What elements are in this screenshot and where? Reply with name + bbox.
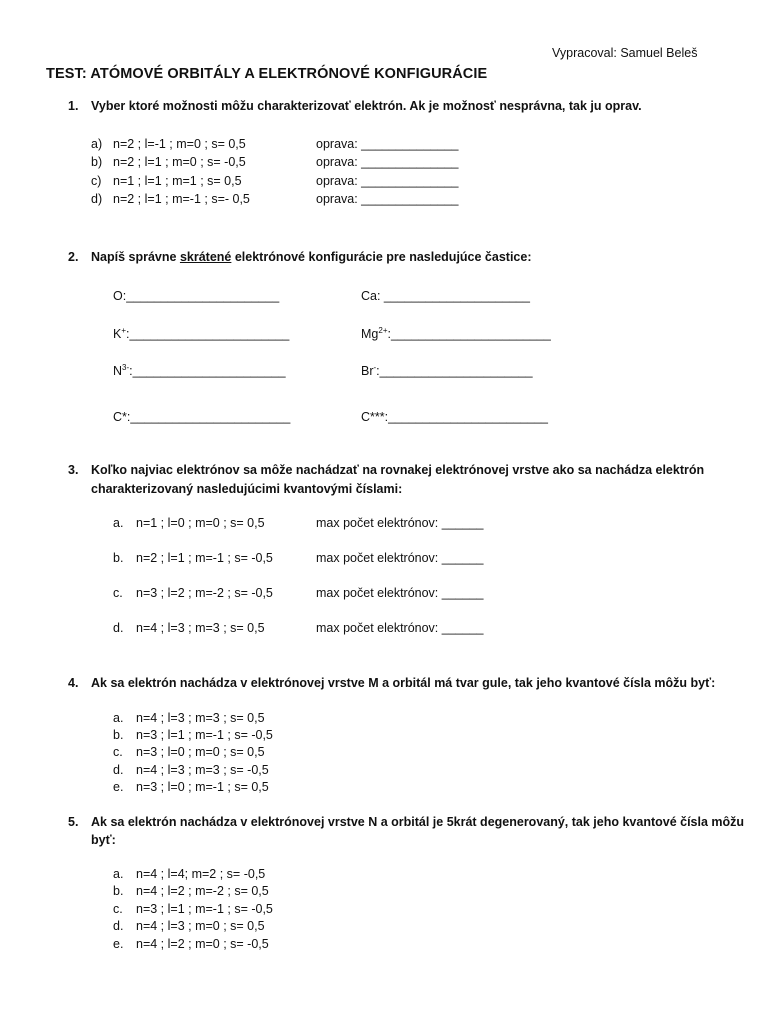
particle-charge: + [121, 326, 127, 335]
q5-option-text: n=4 ; l=2 ; m=0 ; s= -0,5 [136, 937, 269, 951]
q3-option-letter: b. [113, 551, 124, 565]
q5-option-letter: d. [113, 919, 124, 933]
q1-option-text: n=1 ; l=1 ; m=1 ; s= 0,5 [113, 174, 242, 188]
q5-option-letter: e. [113, 937, 124, 951]
q2-number: 2. [68, 250, 79, 264]
q1-option-fix: oprava: ______________ [316, 137, 459, 151]
q4-number: 4. [68, 676, 79, 690]
q3-text-line1: Koľko najviac elektrónov sa môže nachádzať na rovnakej elektrónovej vrstve ako sa nachádza elektrón [91, 463, 705, 477]
particle-blank: : _____________________ [376, 289, 530, 303]
q4-option-letter: c. [113, 745, 123, 759]
q4-option-text: n=3 ; l=1 ; m=-1 ; s= -0,5 [136, 728, 273, 742]
particle-charge: - [373, 363, 377, 372]
q5-option-letter: b. [113, 884, 124, 898]
q1-option-fix: oprava: ______________ [316, 174, 459, 188]
q4-option-letter: e. [113, 780, 124, 794]
q3-option-text: n=4 ; l=3 ; m=3 ; s= 0,5 [136, 621, 265, 635]
particle-symbol: C*** [361, 410, 385, 424]
q5-option-text: n=4 ; l=3 ; m=0 ; s= 0,5 [136, 919, 265, 933]
q4-option-letter: a. [113, 711, 124, 725]
q1-option-fix: oprava: ______________ [316, 192, 459, 206]
particle-blank: :_______________________ [126, 410, 291, 424]
q1-text: Vyber ktoré možnosti môžu charakterizovať elektrón. Ak je možnosť nesprávna, tak ju oprav. [91, 99, 642, 113]
q3-option-text: n=2 ; l=1 ; m=-1 ; s= -0,5 [136, 551, 273, 565]
q2-text-underlined: skrátené [179, 250, 232, 264]
particle-blank: :_______________________ [384, 410, 548, 424]
particle-symbol: Mg [361, 327, 379, 341]
q5-option-letter: a. [113, 867, 124, 881]
q2-text-after: elektrónové konfigurácie pre nasledujúce častice: [231, 250, 532, 264]
q3-option-max: max počet elektrónov: ______ [316, 586, 484, 600]
q4-option-text: n=4 ; l=3 ; m=3 ; s= 0,5 [136, 711, 265, 725]
q2-text [91, 250, 532, 264]
particle-c-excited-3 [361, 410, 548, 424]
q1-option-text: n=2 ; l=-1 ; m=0 ; s= 0,5 [113, 137, 246, 151]
q2-text-before: Napíš správne [91, 250, 180, 264]
particle-charge: 3- [122, 363, 130, 372]
particle-symbol: K [113, 327, 122, 341]
q4-option-letter: b. [113, 728, 124, 742]
particle-blank: :______________________ [376, 364, 533, 378]
particle-c-excited [113, 410, 290, 424]
q3-option-letter: d. [113, 621, 124, 635]
q5-text-line2: byť: [91, 833, 116, 847]
q1-option-text: n=2 ; l=1 ; m=-1 ; s=- 0,5 [113, 192, 250, 206]
q4-option-text: n=4 ; l=3 ; m=3 ; s= -0,5 [136, 763, 269, 777]
author-line: Vypracoval: Samuel Beleš [552, 46, 698, 60]
q3-number: 3. [68, 463, 79, 477]
q1-option-letter: d) [91, 192, 103, 206]
q3-option-max: max počet elektrónov: ______ [316, 621, 484, 635]
q4-option-text: n=3 ; l=0 ; m=-1 ; s= 0,5 [136, 780, 269, 794]
particle-symbol: N [113, 364, 123, 378]
particle-ca [361, 289, 530, 303]
q5-option-letter: c. [113, 902, 123, 916]
q5-option-text: n=4 ; l=4; m=2 ; s= -0,5 [136, 867, 266, 881]
q4-text: Ak sa elektrón nachádza v elektrónovej vrstve M a orbitál má tvar gule, tak jeho kvantové čísla môžu byť: [91, 676, 716, 690]
page-title: TEST: ATÓMOVÉ ORBITÁLY A ELEKTRÓNOVÉ KONFIGURÁCIE [46, 66, 488, 82]
particle-mg [361, 327, 551, 341]
q1-option-letter: a) [91, 137, 103, 151]
particle-symbol: Ca [361, 289, 377, 303]
particle-symbol: C* [113, 410, 127, 424]
q3-option-max: max počet elektrónov: ______ [316, 551, 484, 565]
q1-option-text: n=2 ; l=1 ; m=0 ; s= -0,5 [113, 155, 246, 169]
q3-option-letter: c. [113, 586, 123, 600]
q1-number: 1. [68, 99, 79, 113]
q1-option-fix: oprava: ______________ [316, 155, 459, 169]
particle-br [361, 364, 533, 378]
q5-option-text: n=4 ; l=2 ; m=-2 ; s= 0,5 [136, 884, 269, 898]
q3-text-line2: charakterizovaný nasledujúcimi kvantovými číslami: [91, 482, 403, 496]
particle-o [113, 289, 279, 303]
q5-option-text: n=3 ; l=1 ; m=-1 ; s= -0,5 [136, 902, 273, 916]
q4-option-letter: d. [113, 763, 124, 777]
particle-k [113, 327, 289, 341]
q5-number: 5. [68, 815, 79, 829]
particle-symbol: O [113, 289, 123, 303]
particle-blank: :_______________________ [387, 327, 551, 341]
particle-symbol: Br [361, 364, 374, 378]
particle-blank: :______________________ [122, 289, 280, 303]
q3-option-letter: a. [113, 516, 124, 530]
q4-option-text: n=3 ; l=0 ; m=0 ; s= 0,5 [136, 745, 265, 759]
q3-option-text: n=1 ; l=0 ; m=0 ; s= 0,5 [136, 516, 265, 530]
particle-n [113, 364, 286, 378]
particle-blank: :_______________________ [126, 327, 290, 341]
particle-blank: :______________________ [129, 364, 286, 378]
particle-charge: 2+ [378, 326, 388, 335]
q3-option-max: max počet elektrónov: ______ [316, 516, 484, 530]
q1-option-letter: c) [91, 174, 102, 188]
q1-option-letter: b) [91, 155, 103, 169]
q3-option-text: n=3 ; l=2 ; m=-2 ; s= -0,5 [136, 586, 273, 600]
q5-text-line1: Ak sa elektrón nachádza v elektrónovej vrstve N a orbitál je 5krát degenerovaný, tak jeho kvantové čísla môžu [91, 815, 745, 829]
